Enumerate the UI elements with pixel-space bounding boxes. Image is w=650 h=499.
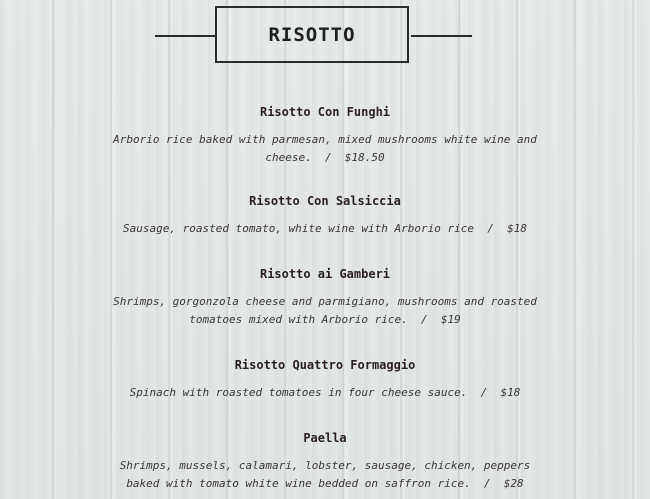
- menu-item-name: Risotto Con Salsiccia: [249, 194, 401, 208]
- menu-item: [75, 357, 575, 402]
- header-rule-right: [411, 35, 472, 37]
- menu-item-description-line: tomatoes mixed with Arborio rice. / $19: [189, 313, 461, 326]
- menu-list: [75, 104, 575, 493]
- menu-item-description-line: Arborio rice baked with parmesan, mixed mushrooms white wine and: [113, 133, 537, 146]
- menu-item-description: [75, 220, 575, 238]
- menu-item-description-line: Shrimps, gorgonzola cheese and parmigiano, mushrooms and roasted: [113, 295, 537, 308]
- section-title: RISOTTO: [268, 23, 356, 46]
- menu-item-name: Paella: [303, 431, 347, 445]
- menu-item-description-line: Shrimps, mussels, calamari, lobster, sausage, chicken, peppers: [119, 459, 531, 472]
- menu-item-description-line: Sausage, roasted tomato, white wine with Arborio rice / $18: [123, 222, 527, 235]
- menu-item: [75, 193, 575, 238]
- menu-item-description: [75, 293, 575, 329]
- menu-item-name: Risotto Con Funghi: [259, 105, 391, 119]
- menu-item-description: [75, 384, 575, 402]
- header-rule-left: [155, 35, 216, 37]
- menu-item: [75, 104, 575, 167]
- menu-item: [75, 266, 575, 329]
- menu-item-description: [75, 131, 575, 167]
- menu-item: [75, 430, 575, 493]
- menu-item-description-line: Spinach with roasted tomatoes in four cheese sauce. / $18: [129, 386, 521, 399]
- menu-item-description-line: baked with tomato white wine bedded on saffron rice. / $28: [126, 477, 524, 490]
- menu-item-description-line: cheese. / $18.50: [265, 151, 385, 164]
- menu-header: [0, 0, 650, 80]
- menu-item-name: Risotto ai Gamberi: [259, 267, 391, 281]
- menu-item-name: Risotto Quattro Formaggio: [234, 358, 416, 372]
- menu-item-description: [75, 457, 575, 493]
- section-title-box: [215, 6, 409, 63]
